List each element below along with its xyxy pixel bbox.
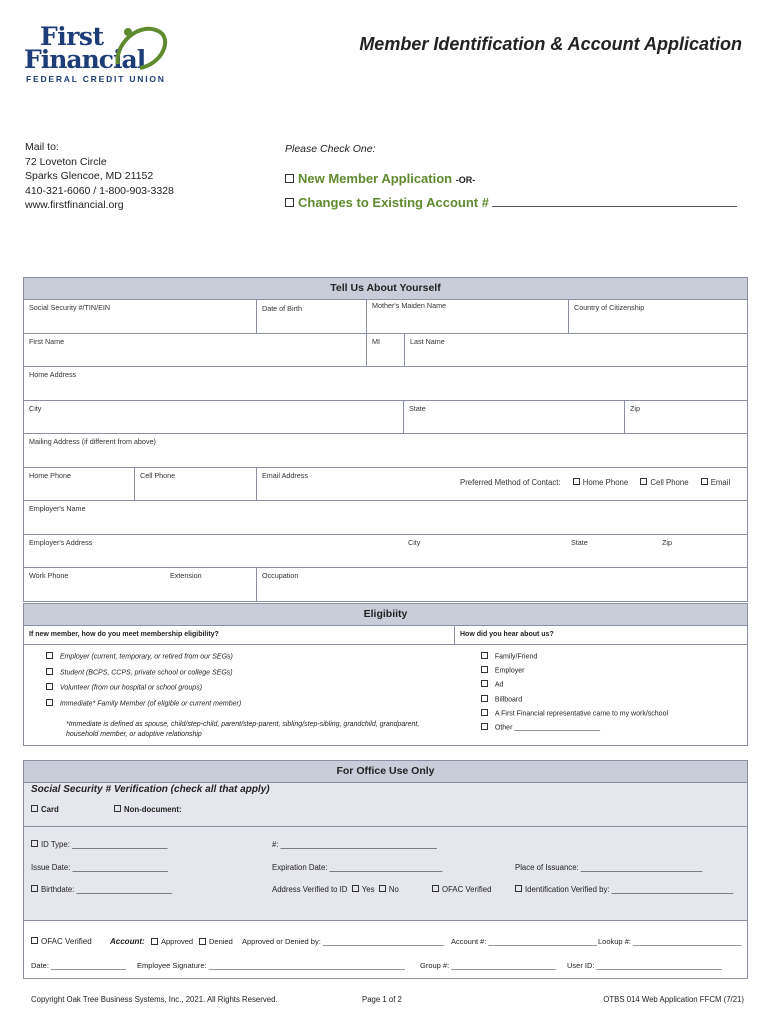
no-checkbox[interactable] — [379, 885, 386, 892]
occupation-label: Occupation — [262, 571, 299, 580]
office-divider — [24, 826, 747, 827]
work-phone-field[interactable] — [24, 568, 256, 601]
changes-label: Changes to Existing Account # — [298, 195, 489, 210]
user-id-field[interactable]: User ID: ______________________________ — [567, 961, 722, 970]
denied-option[interactable]: Denied — [199, 937, 233, 946]
section-office-heading: For Office Use Only — [23, 760, 748, 783]
elig-family-option[interactable]: Immediate* Family Member (of eligible or current member) — [46, 700, 241, 707]
logo — [24, 24, 164, 86]
emp-zip-label: Zip — [662, 537, 672, 547]
maiden-field[interactable] — [366, 300, 568, 333]
non-document-option[interactable]: Non-document: — [114, 805, 182, 814]
city-field[interactable] — [24, 401, 403, 434]
row-city — [24, 401, 747, 435]
mi-field[interactable] — [366, 334, 404, 367]
footer-form-code: OTBS 014 Web Application FFCM (7/21) — [603, 995, 744, 1004]
denied-checkbox[interactable] — [199, 938, 206, 945]
employee-signature-field[interactable]: Employee Signature: _______________________________________________ — [137, 961, 405, 970]
pref-home-checkbox[interactable] — [573, 478, 580, 485]
or-label: -OR- — [455, 175, 476, 185]
logo-first: First — [40, 22, 104, 51]
last-name-label: Last Name — [410, 336, 445, 346]
address-verified — [272, 885, 399, 894]
hear-other-checkbox[interactable] — [481, 723, 488, 730]
extension-label: Extension — [170, 571, 202, 580]
hear-ad-option[interactable]: Ad — [481, 681, 503, 688]
hear-family-checkbox[interactable] — [481, 652, 488, 659]
footer-copyright: Copyright Oak Tree Business Systems, Inc., 2021. All Rights Reserved. — [31, 995, 278, 1004]
zip-field[interactable] — [624, 401, 747, 434]
birthdate-checkbox[interactable] — [31, 885, 38, 892]
pref-cell-checkbox[interactable] — [640, 478, 647, 485]
mailing-label: Mailing Address (if different from above) — [29, 437, 156, 446]
new-member-option[interactable] — [285, 171, 475, 186]
new-member-label: New Member Application — [298, 171, 453, 186]
id-type-option[interactable]: ID Type: ______________________ — [31, 840, 167, 849]
mail-to-block — [25, 140, 174, 213]
employer-name-field[interactable] — [24, 501, 747, 534]
elig-volunteer-checkbox[interactable] — [46, 683, 53, 690]
hear-ad-checkbox[interactable] — [481, 680, 488, 687]
issue-date-field[interactable]: Issue Date: ______________________ — [31, 863, 169, 872]
expiration-date-field[interactable]: Expiration Date: __________________________ — [272, 863, 443, 872]
row-home-address — [24, 367, 747, 401]
employer-address-label: Employer's Address — [29, 537, 93, 547]
eligibility-question: If new member, how do you meet membership eligibility? — [29, 631, 219, 638]
work-phone-label: Work Phone — [29, 571, 69, 580]
date-field[interactable]: Date: __________________ — [31, 961, 127, 970]
mi-label: MI — [372, 336, 380, 346]
maiden-label: Mother's Maiden Name — [372, 301, 447, 310]
citizenship-field[interactable] — [568, 300, 747, 333]
row-phones — [24, 468, 747, 502]
row-work — [24, 568, 747, 602]
changes-checkbox[interactable] — [285, 198, 294, 207]
non-document-checkbox[interactable] — [114, 805, 121, 812]
elig-student-option[interactable]: Student (BCPS, CCPS, private school or college SEGs) — [46, 669, 233, 676]
hear-family-option[interactable]: Family/Friend — [481, 653, 537, 660]
mail-street: 72 Loveton Circle — [25, 155, 107, 168]
logo-fcu: FEDERAL CREDIT UNION — [26, 74, 166, 84]
changes-option[interactable] — [285, 195, 737, 210]
ssn-label: Social Security #/TIN/EIN — [29, 303, 111, 312]
first-name-label: First Name — [29, 336, 65, 346]
row-mailing — [24, 434, 747, 468]
pref-email-checkbox[interactable] — [701, 478, 708, 485]
account-label: Account: — [110, 937, 145, 946]
logo-financial: Financial — [24, 45, 146, 74]
emp-state-label: State — [571, 537, 588, 547]
account-number-field[interactable]: Account #: __________________________ — [451, 937, 597, 946]
address-verified-label: Address Verified to ID — [272, 885, 348, 894]
ofac-verified2-option[interactable]: OFAC Verified — [31, 937, 92, 946]
hear-about-question: How did you hear about us? — [460, 631, 554, 638]
row-name — [24, 334, 747, 368]
hear-rep-checkbox[interactable] — [481, 709, 488, 716]
ofac-verified-option[interactable]: OFAC Verified — [432, 885, 491, 894]
card-checkbox[interactable] — [31, 805, 38, 812]
elig-volunteer-option[interactable]: Volunteer (from our hospital or school groups) — [46, 684, 202, 691]
cell-phone-label: Cell Phone — [140, 470, 176, 480]
row-employer-address — [24, 535, 747, 569]
elig-employer-checkbox[interactable] — [46, 652, 53, 659]
mail-web[interactable]: www.firstfinancial.org — [25, 199, 124, 211]
citizenship-label: Country of Citizenship — [574, 303, 645, 312]
id-verified-option[interactable]: Identification Verified by: ____________________________ — [515, 885, 733, 894]
form-title: Member Identification & Account Application — [359, 34, 742, 54]
hear-employer-checkbox[interactable] — [481, 666, 488, 673]
ofac2-checkbox[interactable] — [31, 937, 38, 944]
pref-email-option[interactable]: Email — [701, 478, 731, 487]
eligibility-rule — [24, 644, 747, 645]
yes-checkbox[interactable] — [352, 885, 359, 892]
mail-phone: 410-321-6060 / 1-800-903-3328 — [25, 184, 174, 197]
cell-phone-field[interactable] — [134, 468, 256, 501]
approved-checkbox[interactable] — [151, 938, 158, 945]
logo-swoosh-icon — [110, 24, 170, 72]
about-grid — [23, 300, 748, 602]
hear-rep-option[interactable]: A First Financial representative came to my work/school — [481, 710, 668, 717]
lookup-field[interactable]: Lookup #: __________________________ — [598, 937, 742, 946]
mail-city: Sparks Glencoe, MD 21152 — [25, 170, 154, 182]
card-option[interactable]: Card — [31, 805, 59, 814]
new-member-checkbox[interactable] — [285, 174, 294, 183]
elig-family-checkbox[interactable] — [46, 699, 53, 706]
approved-by-field[interactable]: Approved or Denied by: _____________________________ — [242, 937, 444, 946]
approved-option[interactable]: Approved — [151, 937, 193, 946]
pref-home-option[interactable]: Home Phone — [573, 478, 629, 487]
hear-billboard-checkbox[interactable] — [481, 695, 488, 702]
section-eligibility-heading: Eligibiity — [23, 603, 748, 626]
row-identity — [24, 300, 747, 334]
dob-field[interactable] — [256, 300, 366, 333]
birthdate-option[interactable]: Birthdate: ______________________ — [31, 885, 172, 894]
elig-student-checkbox[interactable] — [46, 668, 53, 675]
last-name-field[interactable] — [404, 334, 747, 367]
ssn-field[interactable] — [24, 300, 256, 333]
eligibility-box — [23, 626, 748, 746]
id-verified-checkbox[interactable] — [515, 885, 522, 892]
id-number-field[interactable]: #: ____________________________________ — [272, 840, 437, 849]
account-number-line[interactable] — [492, 196, 737, 207]
ssn-verification-heading: Social Security # Verification (check all that apply) — [31, 784, 270, 795]
dob-label: Date of Birth — [262, 304, 302, 313]
home-phone-field[interactable] — [24, 468, 134, 501]
pref-cell-option[interactable]: Cell Phone — [640, 478, 688, 487]
ofac-checkbox[interactable] — [432, 885, 439, 892]
place-of-issuance-field[interactable]: Place of Issuance: ____________________________ — [515, 863, 703, 872]
state-label: State — [409, 403, 426, 413]
occupation-field[interactable] — [256, 568, 747, 601]
email-label: Email Address — [262, 470, 308, 480]
footer-page: Page 1 of 2 — [362, 995, 402, 1004]
state-field[interactable] — [403, 401, 624, 434]
hear-other-option[interactable]: Other ______________________ — [481, 724, 600, 731]
yes-label: Yes — [361, 885, 375, 894]
hear-employer-option[interactable]: Employer — [481, 667, 524, 674]
office-use-box — [23, 783, 748, 921]
id-type-checkbox[interactable] — [31, 840, 38, 847]
mailing-address-field[interactable] — [24, 434, 747, 467]
office-account-box — [23, 921, 748, 979]
elig-employer-option[interactable]: Employer (current, temporary, or retired from our SEGs) — [46, 653, 233, 660]
immediate-note: *Immediate is defined as spouse, child/step-child, parent/step-parent, sibling/step-sibling, grandchild, grandparent, household member, or adoptive relationship — [66, 721, 420, 738]
pref-label: Preferred Method of Contact: — [460, 477, 561, 487]
employer-address-field[interactable] — [24, 535, 747, 568]
city-label: City — [29, 403, 42, 413]
group-field[interactable]: Group #: _________________________ — [420, 961, 556, 970]
section-about-heading: Tell Us About Yourself — [23, 277, 748, 300]
row-employer — [24, 501, 747, 535]
mail-label: Mail to: — [25, 141, 59, 153]
home-address-label: Home Address — [29, 370, 77, 379]
home-address-field[interactable] — [24, 367, 747, 400]
check-one-prompt: Please Check One: — [285, 143, 376, 155]
preferred-contact — [460, 478, 730, 487]
no-label: No — [388, 885, 399, 894]
first-name-field[interactable] — [24, 334, 366, 367]
eligibility-divider — [454, 626, 455, 644]
zip-label: Zip — [630, 403, 640, 413]
employer-name-label: Employer's Name — [29, 504, 86, 513]
emp-city-label: City — [408, 537, 421, 547]
home-phone-label: Home Phone — [29, 470, 71, 480]
hear-billboard-option[interactable]: Billboard — [481, 696, 522, 703]
